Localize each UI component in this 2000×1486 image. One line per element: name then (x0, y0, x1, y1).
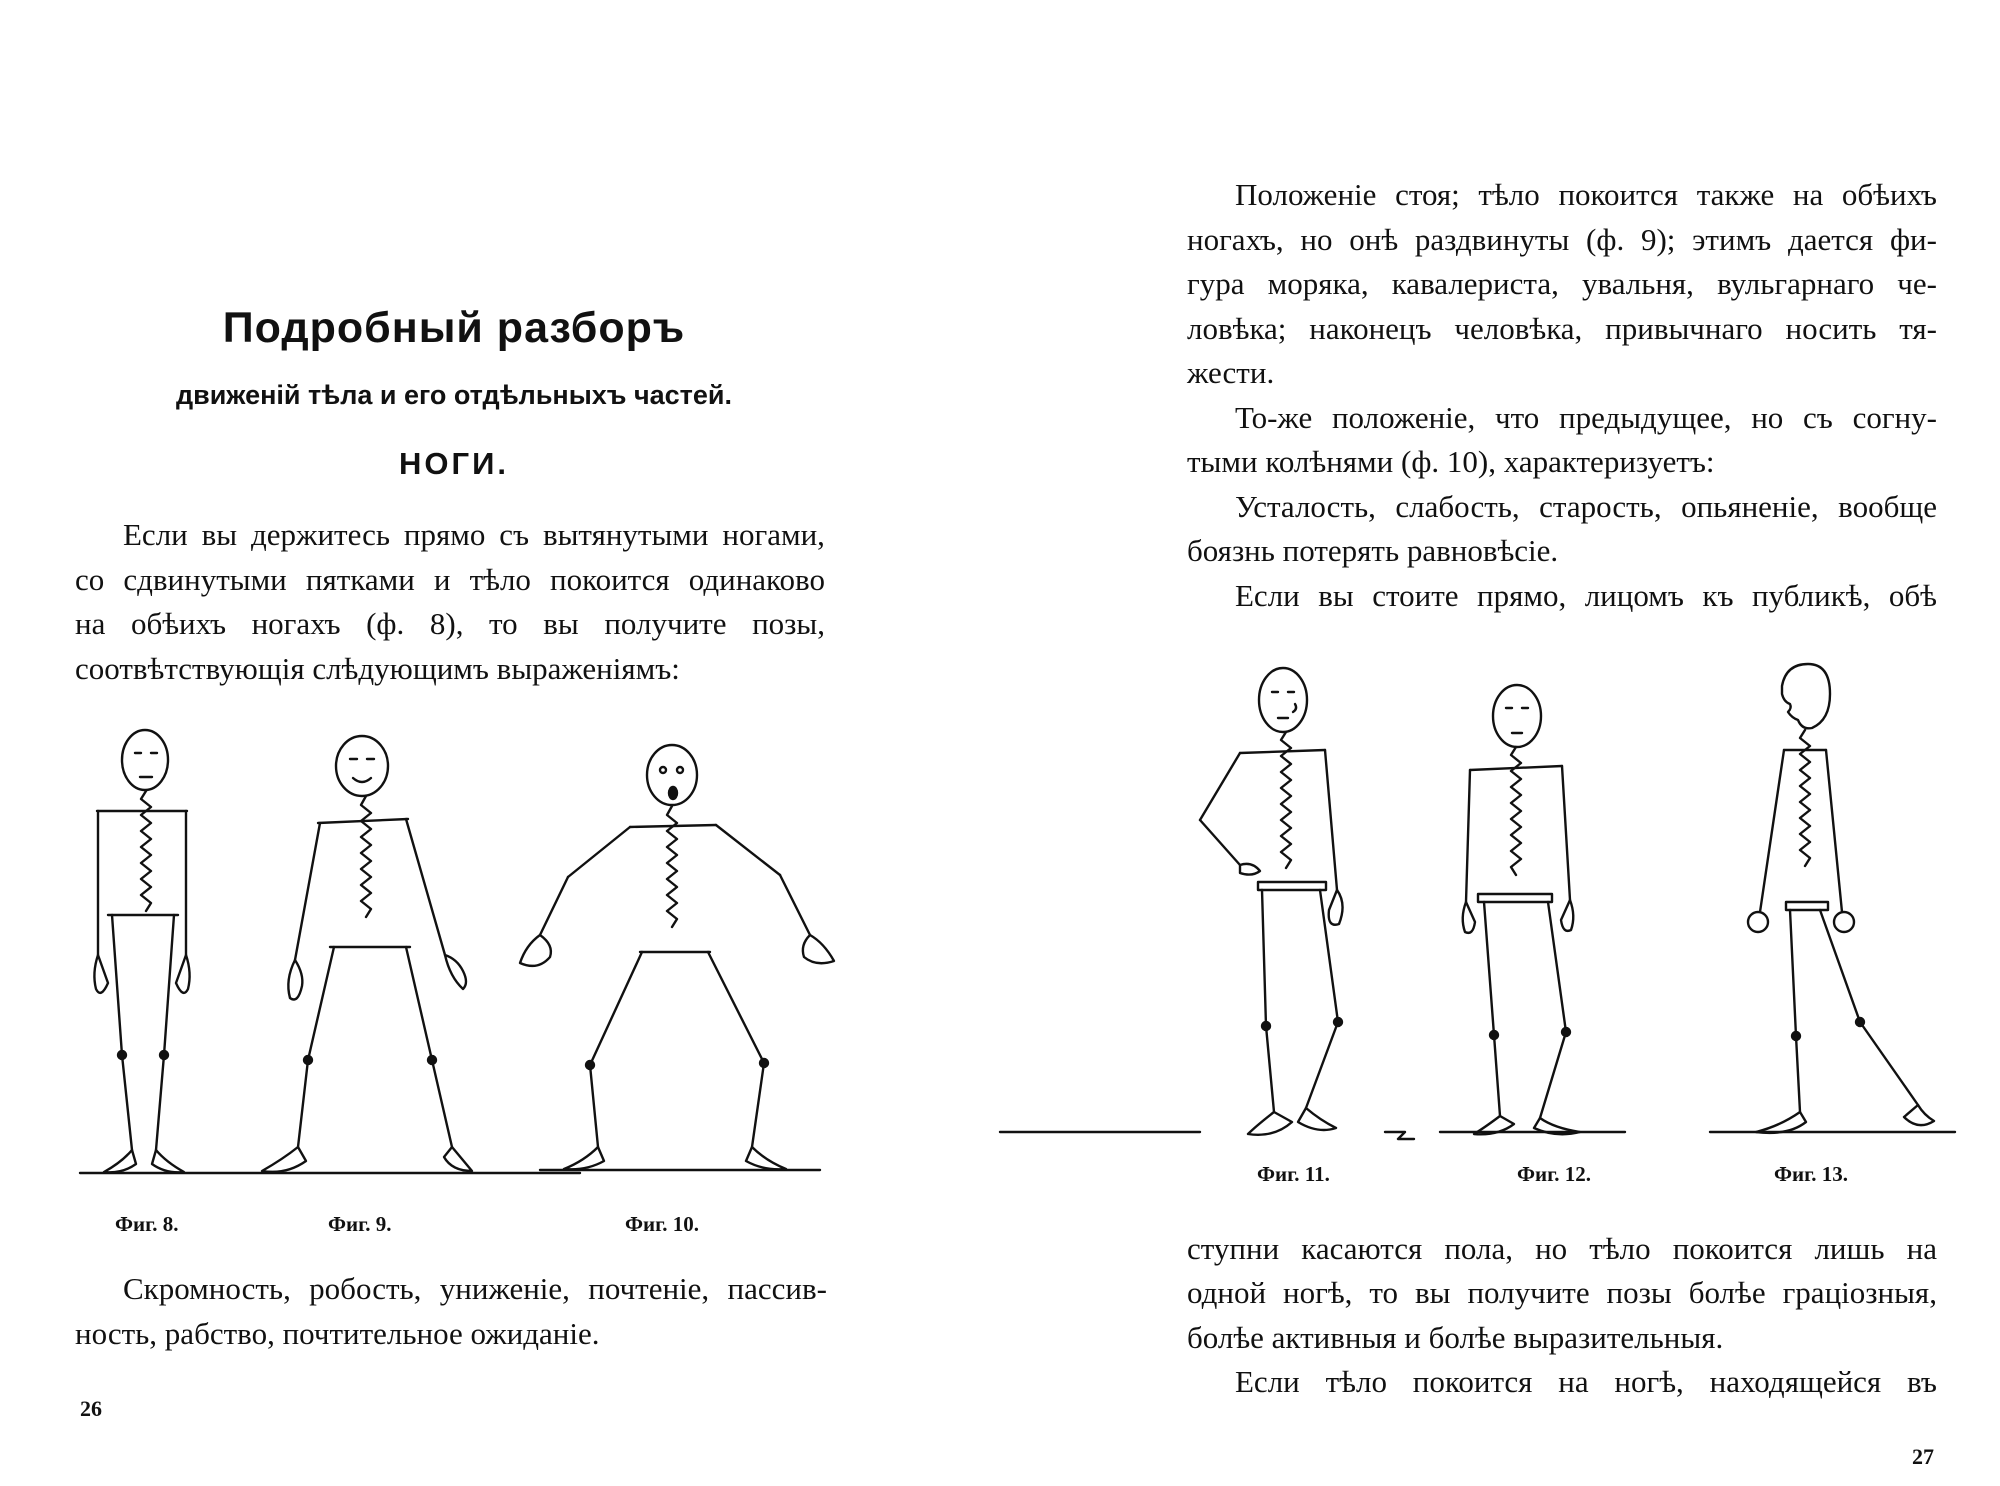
word: позы (1606, 1275, 1672, 1310)
text-line: ность, рабство, почтительное ожиданіе. (75, 1316, 600, 1351)
word: униженіе, (439, 1271, 570, 1306)
word: Если (1235, 1364, 1300, 1399)
text-line (1187, 220, 1937, 260)
word: получите (1467, 1275, 1590, 1310)
figure-12-drawing (1463, 685, 1580, 1134)
text-line (75, 604, 825, 644)
figure-9-drawing (262, 736, 472, 1172)
text-line (1187, 487, 1937, 527)
word: находящейся (1709, 1364, 1882, 1399)
figures-8-10-illustration (0, 715, 1000, 1215)
text-line (1187, 576, 1937, 616)
figure-10-drawing (520, 745, 834, 1169)
word: слабость, (1395, 489, 1520, 524)
text-line (75, 560, 825, 600)
text-line (1187, 1362, 1937, 1402)
head (1493, 685, 1541, 747)
text-line (1187, 175, 1937, 215)
word: то (1369, 1275, 1399, 1310)
word: на (1906, 1231, 1937, 1266)
word: согну- (1852, 400, 1937, 435)
text-line (1187, 1273, 1937, 1313)
word: носить (1785, 311, 1877, 346)
figure-8-drawing (94, 730, 189, 1172)
word: пола, (1444, 1231, 1513, 1266)
word: но (1535, 1231, 1568, 1266)
word: также (1696, 177, 1775, 212)
word: старость, (1539, 489, 1662, 524)
word: стоите (1372, 578, 1459, 613)
figures-11-13-illustration (1000, 650, 2000, 1170)
word: ногахъ, (1187, 222, 1284, 257)
word: опьяненіе, (1681, 489, 1819, 524)
word: моряка, (1267, 266, 1369, 301)
figure-caption: Фиг. 9. (328, 1212, 392, 1236)
word: увальня, (1581, 266, 1694, 301)
word: но (1300, 222, 1333, 257)
word: робость, (309, 1271, 422, 1306)
figure-11-drawing (1200, 668, 1343, 1135)
word: положеніе, (1331, 400, 1476, 435)
word: пассив- (727, 1271, 827, 1306)
chapter-subtitle: движеній тѣла и его отдѣльныхъ частей. (175, 380, 733, 410)
page-number: 27 (1912, 1444, 1934, 1469)
head (1259, 668, 1307, 732)
word: вы (201, 517, 238, 552)
text-line: тыми колѣнями (ф. 10), характеризуетъ: (1187, 444, 1715, 479)
word: (ф. (366, 606, 405, 641)
word: (ф. (1586, 222, 1625, 257)
word: вообще (1838, 489, 1937, 524)
word: тѣло (1589, 1231, 1651, 1266)
word: съ (499, 517, 530, 552)
word: покоится (550, 562, 670, 597)
word: лицомъ (1584, 578, 1684, 613)
text-line (75, 515, 825, 555)
word: ногѣ, (1614, 1364, 1684, 1399)
word: человѣка, (1454, 311, 1583, 346)
word: со (75, 562, 105, 597)
word: ногами, (722, 517, 825, 552)
word: Если (1235, 578, 1300, 613)
word: ногахъ (251, 606, 341, 641)
section-heading: НОГИ. (399, 446, 509, 481)
head (336, 736, 388, 796)
word: То-же (1235, 400, 1313, 435)
word: покоится (1412, 1364, 1533, 1399)
word: покоится (1672, 1231, 1793, 1266)
word: тѣло (1325, 1364, 1387, 1399)
word: 9); (1640, 222, 1676, 257)
chapter-title: Подробный разборъ (222, 304, 686, 352)
figure-13-drawing (1748, 664, 1934, 1133)
word: вы (1415, 1275, 1451, 1310)
text-line (1187, 398, 1937, 438)
word: тѣло (1478, 177, 1540, 212)
word: держитесь (251, 517, 391, 552)
text-line (75, 1269, 827, 1309)
word: вы (543, 606, 579, 641)
figure-caption: Фиг. 10. (625, 1212, 700, 1236)
word: сдвинутыми (123, 562, 287, 597)
word: получите (604, 606, 727, 641)
text-line: боязнь потерять равновѣсіе. (1187, 533, 1559, 568)
word: онѣ (1349, 222, 1399, 257)
word: вытянутыми (542, 517, 709, 552)
word: кавалериста, (1391, 266, 1559, 301)
word: Скромность, (123, 1271, 291, 1306)
word: одной (1187, 1275, 1267, 1310)
word: Положеніе (1235, 177, 1377, 212)
word: прямо, (1476, 578, 1567, 613)
word: къ (1702, 578, 1734, 613)
word: на (75, 606, 106, 641)
word: раздвинуты (1414, 222, 1570, 257)
word: че- (1897, 266, 1937, 301)
text-line: соотвѣтствующія слѣдующимъ выраженіямъ: (75, 651, 680, 686)
word: почтеніе, (588, 1271, 710, 1306)
word: дается (1787, 222, 1874, 257)
spine (361, 796, 371, 917)
word: стоя; (1395, 177, 1460, 212)
word: лишь (1814, 1231, 1885, 1266)
figure-caption: Фиг. 8. (115, 1212, 179, 1236)
word: этимъ (1692, 222, 1772, 257)
word: обѣ (1888, 578, 1937, 613)
ground-line (1385, 1132, 1414, 1139)
word: болѣе (1688, 1275, 1766, 1310)
word: то (489, 606, 518, 641)
head (122, 730, 168, 790)
word: предыдущее, (1559, 400, 1732, 435)
word: фи- (1889, 222, 1937, 257)
text-line: жести. (1187, 355, 1275, 390)
spine (667, 806, 677, 927)
word: на (1558, 1364, 1589, 1399)
word: касаются (1301, 1231, 1423, 1266)
word: обѣихъ (1841, 177, 1937, 212)
word: граціозныя, (1782, 1275, 1937, 1310)
word: въ (1907, 1364, 1937, 1399)
word: одинаково (688, 562, 825, 597)
shoulders (630, 825, 716, 827)
word: обѣихъ (130, 606, 226, 641)
word: на (1792, 177, 1824, 212)
text-line (1187, 309, 1937, 349)
right-page (1000, 0, 2000, 1486)
text-line (1187, 1229, 1937, 1269)
word: вы (1318, 578, 1354, 613)
word: ловѣка; (1187, 311, 1287, 346)
word: 8), (429, 606, 464, 641)
text-line: болѣе активныя и болѣе выразительныя. (1187, 1320, 1724, 1355)
word: съ (1803, 400, 1833, 435)
word: Если (123, 517, 188, 552)
word: вульгарнаго (1717, 266, 1875, 301)
spine (1511, 747, 1521, 875)
word: тѣло (469, 562, 531, 597)
figure-caption: Фиг. 11. (1257, 1162, 1330, 1186)
word: и (433, 562, 451, 597)
head (1782, 664, 1830, 728)
word: гура (1187, 266, 1245, 301)
word: ступни (1187, 1231, 1280, 1266)
page-number: 26 (80, 1396, 102, 1421)
word: прямо (403, 517, 486, 552)
word: покоится (1558, 177, 1679, 212)
word: но (1751, 400, 1784, 435)
word: позы, (752, 606, 825, 641)
word: пятками (305, 562, 415, 597)
word: привычнаго (1605, 311, 1763, 346)
figure-caption: Фиг. 13. (1774, 1162, 1849, 1186)
word: Усталость, (1235, 489, 1376, 524)
text-line (1187, 264, 1937, 304)
figure-caption: Фиг. 12. (1517, 1162, 1592, 1186)
word: тя- (1899, 311, 1937, 346)
word: что (1495, 400, 1540, 435)
word: публикѣ, (1751, 578, 1871, 613)
word: ногѣ, (1283, 1275, 1353, 1310)
word: наконецъ (1309, 311, 1432, 346)
shoulders (1240, 750, 1325, 753)
spine (141, 791, 151, 911)
